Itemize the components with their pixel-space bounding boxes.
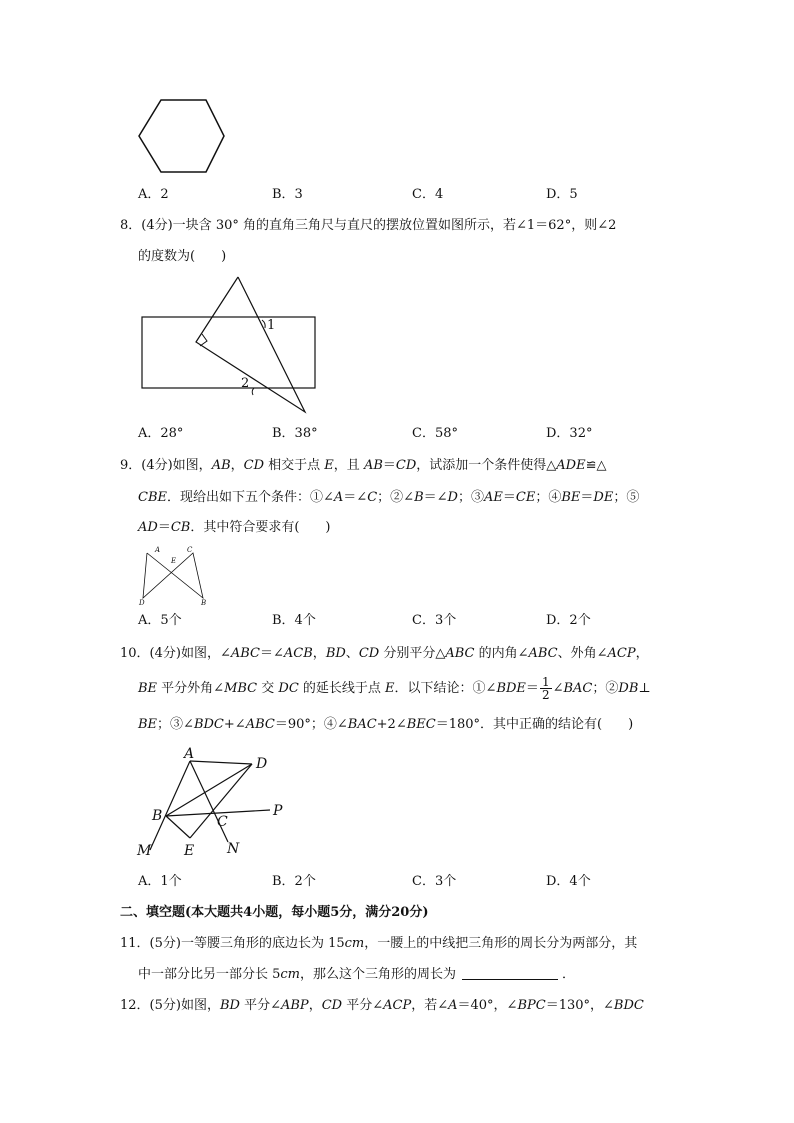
bowtie-figure [135,543,215,608]
q11-stem-line1: 11．(5分)一等腰三角形的底边长为 15cm，一腰上的中线把三角形的周长分为两部分，其 [120,936,638,951]
q7-option-d[interactable]: D．5 [546,187,578,202]
q10-stem-line2: BE 平分外角∠MBC 交 DC 的延长线于点 E．以下结论：①∠BDE＝ $\frac{1}{2}$ ∠BAC；②DB⊥ [138,675,651,702]
hexagon-figure [130,92,230,176]
q8-option-a[interactable]: A．28° [138,426,184,441]
ruler-rect [142,317,315,388]
q10-stem-line3: BE；③∠BDC+∠ABC＝90°；④∠BAC+2∠BEC＝180°．其中正确的结论有( ) [138,717,634,732]
line-b-e [166,816,190,838]
label-e: E [171,557,177,565]
triangle-shape [196,277,305,412]
q7-option-b[interactable]: B．3 [272,187,303,202]
q9-option-b[interactable]: B．4个 [272,613,316,628]
q10-option-d[interactable]: D．4个 [546,874,591,889]
q10-option-c[interactable]: C．3个 [412,874,457,889]
q10-option-b[interactable]: B．2个 [272,874,316,889]
ruler-triangle-figure [130,270,330,420]
label-b: B [201,599,207,607]
q10-option-a[interactable]: A．1个 [138,874,182,889]
section2-title: 二、填空题(本大题共4小题，每小题5分，满分20分) [120,905,429,920]
angle-bisector-figure [130,740,300,865]
q9-stem-line2: CBE．现给出如下五个条件：①∠A＝∠C；②∠B＝∠D；③AE＝CE；④BE＝DE；⑤ [138,490,640,505]
label-b: B [152,808,163,824]
angle2-arc [252,388,254,395]
label-e: E [184,843,195,859]
q7-option-c[interactable]: C．4 [412,187,444,202]
label-d: D [256,756,268,772]
q9-stem-line1: 9．(4分)如图，AB，CD 相交于点 E，且 AB＝CD，试添加一个条件使得△ADE≌△ [120,458,607,473]
q9-stem-line3: AD＝CB．其中符合要求有( ) [138,520,331,535]
q11-stem-line2: 中一部分比另一部分长 5cm，那么这个三角形的周长为 ． [138,967,576,982]
q8-stem-line2: 的度数为( ) [138,249,227,264]
q7-option-a[interactable]: A．2 [138,187,169,202]
label-c: C [217,814,228,830]
label-m: M [137,843,152,859]
q9-option-d[interactable]: D．2个 [546,613,591,628]
q8-stem-line1: 8．(4分)一块含 30° 角的直角三角尺与直尺的摆放位置如图所示，若∠1＝62°，则∠2 [120,218,617,233]
label-p: P [273,803,283,819]
angle2-label: 2 [241,376,250,391]
q11-answer-blank[interactable] [462,966,558,980]
q8-option-b[interactable]: B．38° [272,426,318,441]
q12-stem-line1: 12．(5分)如图，BD 平分∠ABP，CD 平分∠ACP，若∠A＝40°，∠BPC＝130°，∠BDC [120,998,644,1013]
angle1-label: 1 [267,318,276,333]
label-c: C [187,546,193,554]
q9-option-a[interactable]: A．5个 [138,613,182,628]
line-a-d [190,761,252,764]
label-n: N [227,841,240,857]
right-angle-mark [200,334,207,346]
label-d: D [139,599,145,607]
fraction-one-half: $\frac{1}{2}$ [541,675,550,702]
q9-option-c[interactable]: C．3个 [412,613,457,628]
q10-stem-line1: 10．(4分)如图，∠ABC＝∠ACB，BD、CD 分别平分△ABC 的内角∠ABC、外角∠ACP， [120,646,649,661]
hexagon-shape [139,100,224,172]
q8-option-d[interactable]: D．32° [546,426,593,441]
label-a: A [155,546,161,554]
label-a: A [184,746,195,762]
line-b-d [166,764,252,816]
q8-option-c[interactable]: C．58° [412,426,458,441]
